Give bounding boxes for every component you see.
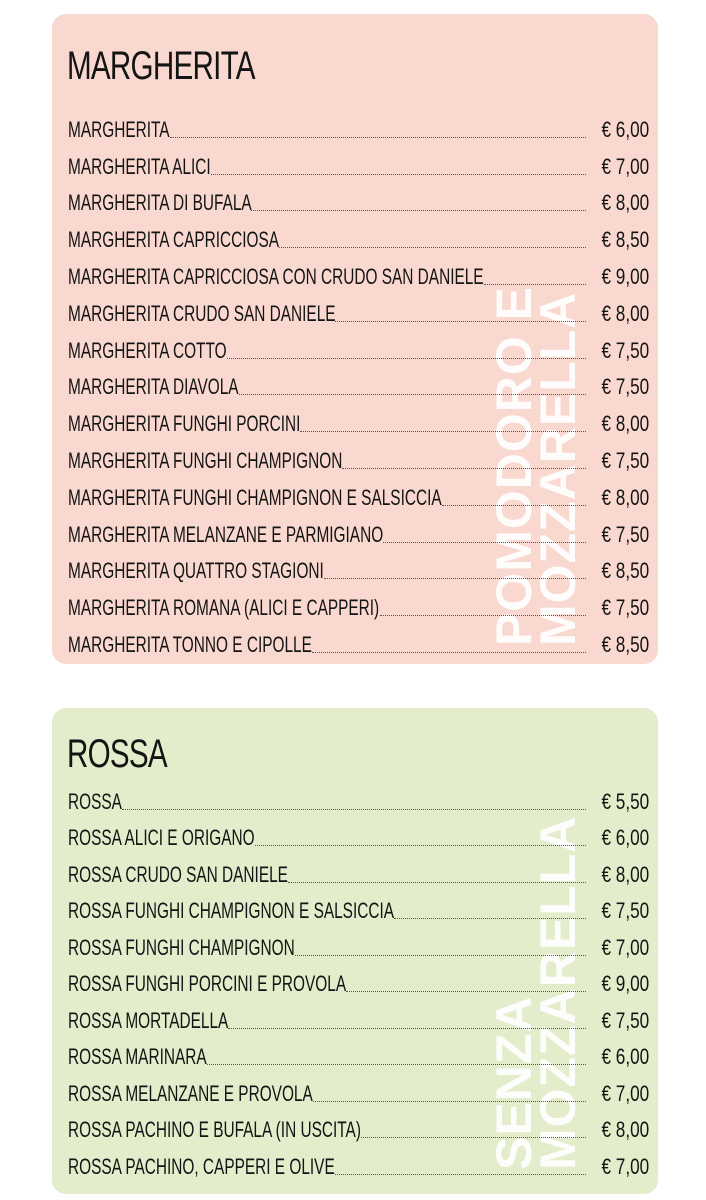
item-name: MARGHERITA FUNGHI CHAMPIGNON: [68, 447, 343, 473]
item-price: € 7,00: [601, 153, 649, 179]
dot-leader: [380, 614, 586, 616]
menu-item: [68, 584, 649, 621]
menu-item: [68, 997, 649, 1034]
dot-leader: [122, 808, 586, 810]
item-name: MARGHERITA ROMANA (ALICI E CAPPERI): [68, 595, 380, 621]
menu-item: [68, 253, 649, 290]
menu-item: [68, 511, 649, 548]
item-name: MARGHERITA QUATTRO STAGIONI: [68, 558, 324, 584]
dot-leader: [346, 990, 586, 992]
dot-leader: [170, 136, 586, 138]
dot-leader: [211, 173, 586, 175]
item-name: MARGHERITA FUNGHI CHAMPIGNON E SALSICCIA: [68, 484, 442, 510]
dot-leader: [228, 1027, 586, 1029]
item-name: MARGHERITA FUNGHI PORCINI: [68, 411, 301, 437]
item-price: € 6,00: [601, 1044, 649, 1069]
dot-leader: [207, 1063, 586, 1065]
section-title: ROSSA: [67, 732, 167, 776]
dot-leader: [239, 393, 586, 395]
dot-leader: [342, 467, 585, 469]
menu-item: [68, 327, 649, 364]
item-name: MARGHERITA MELANZANE E PARMIGIANO: [68, 521, 384, 547]
menu-item: [68, 851, 649, 888]
dot-leader: [394, 917, 586, 919]
item-price: € 7,50: [601, 1007, 649, 1033]
item-price: € 8,50: [601, 558, 649, 584]
section-title: MARGHERITA: [67, 44, 255, 88]
item-name: ROSSA CRUDO SAN DANIELE: [68, 861, 288, 887]
menu-item: [68, 888, 649, 925]
item-price: € 8,50: [601, 631, 649, 657]
menu-item: [68, 1107, 649, 1144]
item-price: € 7,50: [601, 595, 649, 621]
item-price: € 7,00: [601, 1153, 649, 1179]
item-price: € 7,50: [601, 521, 649, 547]
menu-item: [68, 924, 649, 961]
item-name: ROSSA: [68, 788, 122, 814]
item-name: MARGHERITA COTTO: [68, 337, 227, 363]
menu-item: [68, 364, 649, 401]
dot-leader: [324, 577, 586, 579]
dot-leader: [255, 844, 586, 846]
item-price: € 8,50: [601, 227, 649, 253]
item-price: € 8,00: [601, 861, 649, 887]
menu-item: [68, 400, 649, 437]
dot-leader: [279, 246, 585, 248]
section-watermark: SENZA MOZZARELLA: [486, 815, 586, 1170]
dot-leader: [442, 504, 586, 506]
item-price: € 7,00: [601, 934, 649, 960]
item-name: MARGHERITA DIAVOLA: [68, 374, 239, 400]
menu-item: [68, 1034, 649, 1071]
item-price: € 8,00: [601, 411, 649, 437]
dot-leader: [251, 209, 585, 211]
menu-item: [68, 1143, 649, 1180]
item-price: € 9,00: [601, 971, 649, 996]
item-name: ROSSA PACHINO E BUFALA (IN USCITA): [68, 1117, 361, 1142]
item-price: € 7,50: [601, 898, 649, 923]
dot-leader: [312, 651, 586, 653]
menu-item: [68, 778, 649, 815]
item-name: ROSSA FUNGHI CHAMPIGNON: [68, 934, 295, 960]
menu-item: [68, 180, 649, 217]
item-price: € 8,00: [601, 190, 649, 216]
menu-item: [68, 290, 649, 327]
item-name: ROSSA MELANZANE E PROVOLA: [68, 1080, 313, 1106]
menu-item: [68, 437, 649, 474]
item-price: € 8,00: [601, 300, 649, 326]
item-name: MARGHERITA CAPRICCIOSA: [68, 227, 280, 253]
dot-leader: [383, 541, 586, 543]
item-price: € 6,00: [601, 825, 649, 850]
dot-leader: [300, 430, 585, 432]
menu-item: [68, 216, 649, 253]
item-name: MARGHERITA DI BUFALA: [68, 190, 252, 216]
item-price: € 7,50: [601, 447, 649, 473]
dot-leader: [484, 283, 586, 285]
menu-item: [68, 474, 649, 511]
item-name: MARGHERITA CRUDO SAN DANIELE: [68, 300, 336, 326]
item-name: ROSSA MARINARA: [68, 1044, 207, 1069]
menu-item: [68, 143, 649, 180]
item-name: ROSSA PACHINO, CAPPERI E OLIVE: [68, 1153, 335, 1179]
item-price: € 9,00: [601, 263, 649, 289]
item-price: € 7,50: [601, 337, 649, 363]
item-price: € 8,00: [601, 484, 649, 510]
menu-list: [68, 106, 649, 658]
menu-item: [68, 548, 649, 585]
item-name: ROSSA MORTADELLA: [68, 1007, 229, 1033]
item-name: ROSSA FUNGHI PORCINI E PROVOLA: [68, 971, 347, 996]
item-price: € 7,00: [601, 1080, 649, 1106]
item-price: € 8,00: [601, 1117, 649, 1142]
rossa-section: [52, 708, 658, 1194]
dot-leader: [288, 881, 586, 883]
section-watermark: POMODORO E MOZZARELLA: [486, 285, 586, 646]
item-price: € 6,00: [601, 116, 649, 142]
item-name: MARGHERITA: [68, 116, 170, 142]
dot-leader: [295, 954, 586, 956]
menu-item: [68, 621, 649, 658]
item-price: € 5,50: [601, 788, 649, 814]
item-name: MARGHERITA CAPRICCIOSA CON CRUDO SAN DANIELE: [68, 263, 484, 289]
dot-leader: [313, 1100, 586, 1102]
menu-item: [68, 106, 649, 143]
dot-leader: [335, 1173, 586, 1175]
item-name: MARGHERITA TONNO E CIPOLLE: [68, 631, 312, 657]
item-price: € 7,50: [601, 374, 649, 400]
item-name: ROSSA ALICI E ORIGANO: [68, 825, 255, 850]
dot-leader: [227, 357, 586, 359]
item-name: ROSSA FUNGHI CHAMPIGNON E SALSICCIA: [68, 898, 395, 923]
menu-item: [68, 815, 649, 852]
margherita-section: [52, 14, 658, 664]
menu-item: [68, 1070, 649, 1107]
dot-leader: [361, 1136, 586, 1138]
item-name: MARGHERITA ALICI: [68, 153, 211, 179]
dot-leader: [335, 320, 585, 322]
menu-list: [68, 778, 649, 1180]
menu-item: [68, 961, 649, 998]
